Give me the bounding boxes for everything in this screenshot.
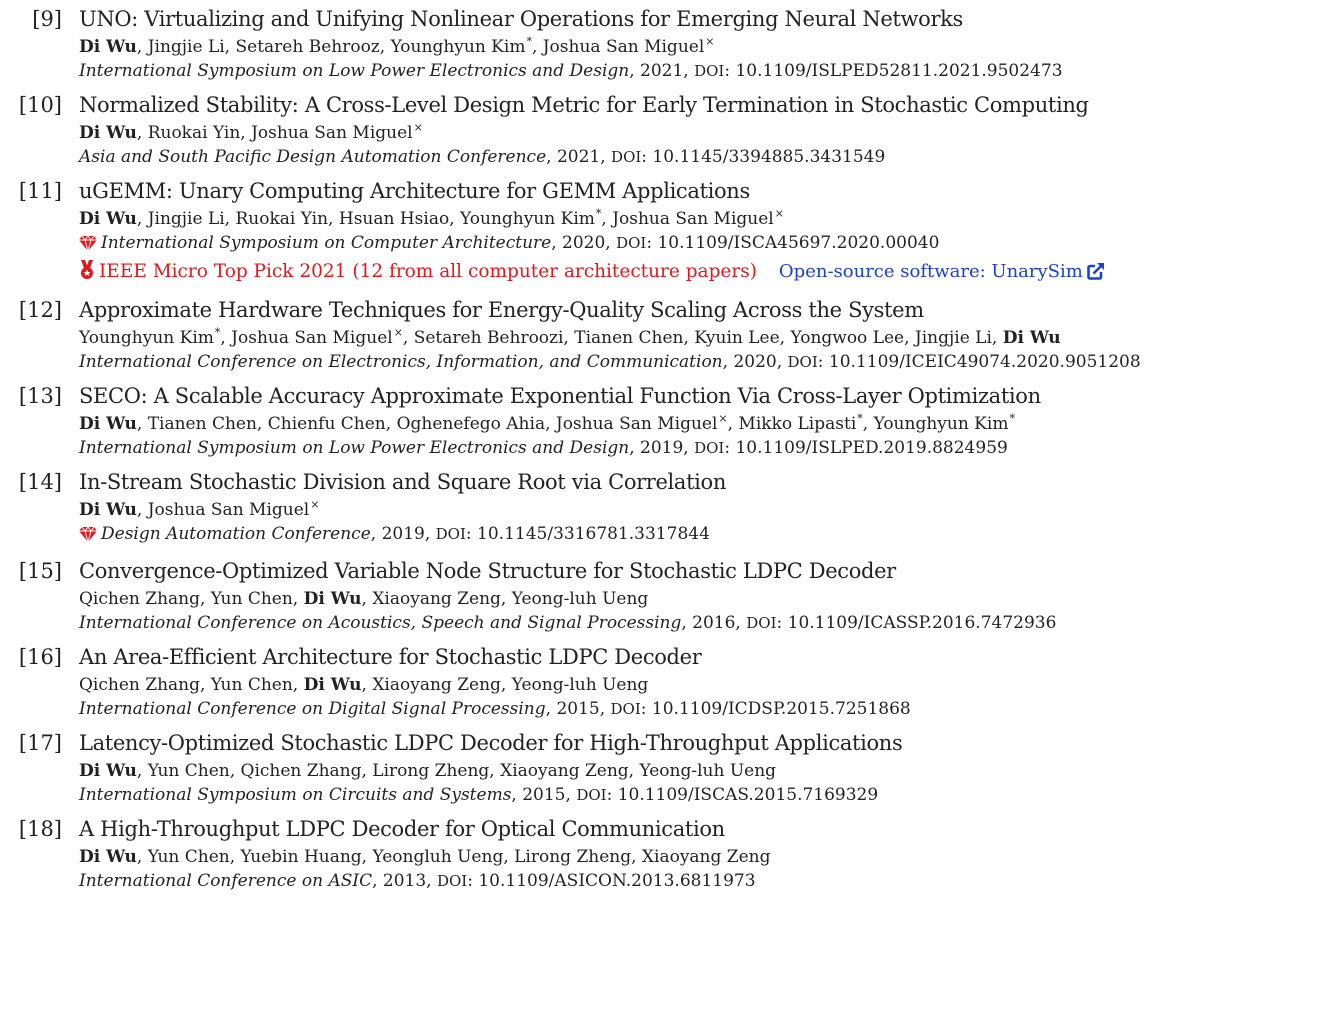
publication-entry <box>0 814 1329 893</box>
publication-entry <box>0 90 1329 169</box>
doi-label: DOI <box>694 62 725 80</box>
author-name: , Xiaoyang Zeng, Yeong-luh Ueng <box>361 589 649 609</box>
publication-number: [11] <box>18 179 62 203</box>
author-name: , Younghyun Kim <box>862 414 1009 434</box>
author-highlight: Di Wu <box>79 500 137 520</box>
publication-authors <box>79 845 1329 869</box>
author-name: Qichen Zhang, Yun Chen, <box>79 589 304 609</box>
doi-value: : 10.1109/ICEIC49074.2020.9051208 <box>817 352 1141 372</box>
open-source-software-link[interactable] <box>779 261 1105 282</box>
author-name: , Joshua San Miguel <box>220 328 393 348</box>
venue-year: , 2015, <box>511 785 577 805</box>
author-mark-asterisk: * <box>595 207 602 221</box>
publication-number: [16] <box>18 645 62 669</box>
publication-authors <box>79 673 1329 697</box>
publication-authors <box>79 412 1329 436</box>
author-name: , Jingjie Li, Setareh Behrooz, Younghyun Kim <box>136 37 526 57</box>
author-mark-cross: × <box>705 35 715 49</box>
doi-label: DOI <box>436 872 468 890</box>
venue-year: , 2020, <box>722 352 788 372</box>
publication-title: An Area-Efficient Architecture for Stochastic LDPC Decoder <box>79 645 702 669</box>
venue-name: International Conference on ASIC <box>79 871 373 891</box>
author-mark-cross: × <box>718 412 728 426</box>
publication-venue-line <box>79 697 1329 721</box>
doi-label: DOI <box>746 614 777 632</box>
venue-year: , 2015, <box>545 699 611 719</box>
author-highlight: Di Wu <box>79 414 137 434</box>
author-highlight: Di Wu <box>303 675 362 695</box>
venue-name: Asia and South Pacific Design Automation Conference <box>79 147 547 167</box>
publication-venue-line <box>79 869 1329 893</box>
venue-name: Design Automation Conference <box>101 524 371 544</box>
author-name: , Joshua San Miguel <box>531 37 705 57</box>
publication-authors <box>79 587 1329 611</box>
publication-number: [18] <box>18 817 62 841</box>
doi-label: DOI <box>611 148 642 166</box>
publication-title: Latency-Optimized Stochastic LDPC Decoder for High-Throughput Applications <box>79 731 903 755</box>
publication-number: [10] <box>18 93 62 117</box>
author-highlight: Di Wu <box>79 847 137 867</box>
doi-label: DOI <box>610 700 641 718</box>
venue-name: International Symposium on Low Power Electronics and Design <box>79 438 630 458</box>
author-mark-cross: × <box>774 207 784 221</box>
publication-title: Approximate Hardware Techniques for Energy-Quality Scaling Across the System <box>79 298 924 322</box>
gem-icon <box>79 525 97 549</box>
publication-venue-line <box>79 783 1329 807</box>
author-highlight: Di Wu <box>79 761 137 781</box>
author-name: , Jingjie Li, Ruokai Yin, Hsuan Hsiao, Younghyun Kim <box>136 209 595 229</box>
doi-value: : 10.1145/3316781.3317844 <box>465 524 710 544</box>
author-name: Younghyun Kim <box>79 328 214 348</box>
external-link-icon <box>1087 261 1105 288</box>
publication-number: [14] <box>18 470 62 494</box>
author-mark-asterisk: * <box>1009 412 1015 426</box>
publication-entry <box>0 728 1329 807</box>
author-highlight: Di Wu <box>303 589 362 609</box>
publication-authors <box>79 207 1329 231</box>
venue-name: International Symposium on Circuits and Systems <box>79 785 512 805</box>
gem-icon <box>79 234 97 258</box>
author-highlight: Di Wu <box>79 37 137 57</box>
publication-number: [17] <box>18 731 62 755</box>
doi-value: : 10.1109/ICASSP.2016.7472936 <box>776 613 1057 633</box>
author-mark-cross: × <box>310 498 320 512</box>
doi-value: : 10.1145/3394885.3431549 <box>641 147 886 167</box>
author-name: , Xiaoyang Zeng, Yeong-luh Ueng <box>361 675 649 695</box>
publication-number: [12] <box>18 298 62 322</box>
venue-name: International Conference on Digital Signal Processing <box>79 699 546 719</box>
venue-name: International Conference on Electronics, Information, and Communication <box>79 352 723 372</box>
author-mark-cross: × <box>413 121 423 135</box>
doi-value: : 10.1109/ASICON.2013.6811973 <box>467 871 756 891</box>
author-name: Qichen Zhang, Yun Chen, <box>79 675 304 695</box>
publication-title: Normalized Stability: A Cross-Level Design Metric for Early Termination in Stochastic Computing <box>79 93 1089 117</box>
author-name: , Joshua San Miguel <box>136 500 310 520</box>
publication-number: [15] <box>18 559 62 583</box>
author-name: , Yun Chen, Yuebin Huang, Yeongluh Ueng, Lirong Zheng, Xiaoyang Zeng <box>136 847 771 867</box>
publication-entry <box>0 176 1329 288</box>
author-highlight: Di Wu <box>1002 328 1061 348</box>
venue-year: , 2013, <box>372 871 437 891</box>
publication-entry <box>0 556 1329 635</box>
author-highlight: Di Wu <box>79 123 137 143</box>
doi-label: DOI <box>694 439 725 457</box>
open-source-software-label: Open-source software: UnarySim <box>778 261 1083 282</box>
doi-value: : 10.1109/ISLPED.2019.8824959 <box>724 438 1008 458</box>
publication-entry <box>0 467 1329 549</box>
author-mark-cross: × <box>393 326 403 340</box>
author-mark-asterisk: * <box>214 326 221 340</box>
doi-value: : 10.1109/ISCAS.2015.7169329 <box>606 785 879 805</box>
author-mark-asterisk: * <box>857 412 863 426</box>
publication-venue-line <box>79 436 1329 460</box>
venue-name: International Conference on Acoustics, Speech and Signal Processing <box>79 613 682 633</box>
publication-entry <box>0 642 1329 721</box>
doi-label: DOI <box>616 234 647 252</box>
venue-year: , 2019, <box>370 524 436 544</box>
doi-label: DOI <box>787 353 818 371</box>
publication-authors <box>79 35 1329 59</box>
author-mark-asterisk: * <box>526 35 532 49</box>
venue-year: , 2021, <box>629 61 695 81</box>
publication-title: In-Stream Stochastic Division and Square Root via Correlation <box>79 470 727 494</box>
doi-label: DOI <box>435 525 466 543</box>
publication-authors <box>79 498 1329 522</box>
venue-name: International Symposium on Computer Architecture <box>101 233 552 253</box>
publication-entry <box>0 381 1329 460</box>
author-name: , Setareh Behroozi, Tianen Chen, Kyuin Lee, Yongwoo Lee, Jingjie Li, <box>402 328 1003 348</box>
publication-number: [9] <box>32 7 62 31</box>
doi-value: : 10.1109/ISLPED52811.2021.9502473 <box>724 61 1063 81</box>
author-highlight: Di Wu <box>79 209 137 229</box>
publication-venue-line <box>79 59 1329 83</box>
doi-label: DOI <box>576 786 607 804</box>
doi-value: : 10.1109/ISCA45697.2020.00040 <box>646 233 940 253</box>
publication-venue-line <box>79 611 1329 635</box>
author-name: , Joshua San Miguel <box>601 209 774 229</box>
publication-authors <box>79 121 1329 145</box>
author-name: , Mikko Lipasti <box>727 414 857 434</box>
publication-entry <box>0 295 1329 374</box>
publication-title: uGEMM: Unary Computing Architecture for GEMM Applications <box>79 179 750 203</box>
doi-value: : 10.1109/ICDSP.2015.7251868 <box>640 699 911 719</box>
publication-title: A High-Throughput LDPC Decoder for Optical Communication <box>79 817 725 841</box>
publication-venue-line <box>79 350 1329 374</box>
publication-title: SECO: A Scalable Accuracy Approximate Exponential Function Via Cross-Layer Optimization <box>79 384 1041 408</box>
author-name: , Tianen Chen, Chienfu Chen, Oghenefego Ahia, Joshua San Miguel <box>136 414 718 434</box>
publication-list <box>0 4 1329 900</box>
venue-year: , 2021, <box>546 147 612 167</box>
venue-name: International Symposium on Low Power Electronics and Design <box>79 61 630 81</box>
publication-title: UNO: Virtualizing and Unifying Nonlinear Operations for Emerging Neural Networks <box>79 7 963 31</box>
publication-venue-line <box>79 522 1329 549</box>
publication-authors <box>79 326 1329 350</box>
award-text: IEEE Micro Top Pick 2021 (12 from all computer architecture papers) <box>99 261 757 282</box>
publication-entry <box>0 4 1329 83</box>
author-name: , Yun Chen, Qichen Zhang, Lirong Zheng, Xiaoyang Zeng, Yeong-luh Ueng <box>136 761 777 781</box>
venue-year: , 2019, <box>629 438 695 458</box>
author-name: , Ruokai Yin, Joshua San Miguel <box>136 123 413 143</box>
publication-authors <box>79 759 1329 783</box>
publication-number: [13] <box>18 384 62 408</box>
publication-venue-line <box>79 145 1329 169</box>
award-line <box>79 258 1329 288</box>
award-ribbon-icon <box>79 260 95 288</box>
venue-year: , 2020, <box>551 233 617 253</box>
publication-venue-line <box>79 231 1329 258</box>
publication-title: Convergence-Optimized Variable Node Structure for Stochastic LDPC Decoder <box>79 559 896 583</box>
venue-year: , 2016, <box>681 613 747 633</box>
